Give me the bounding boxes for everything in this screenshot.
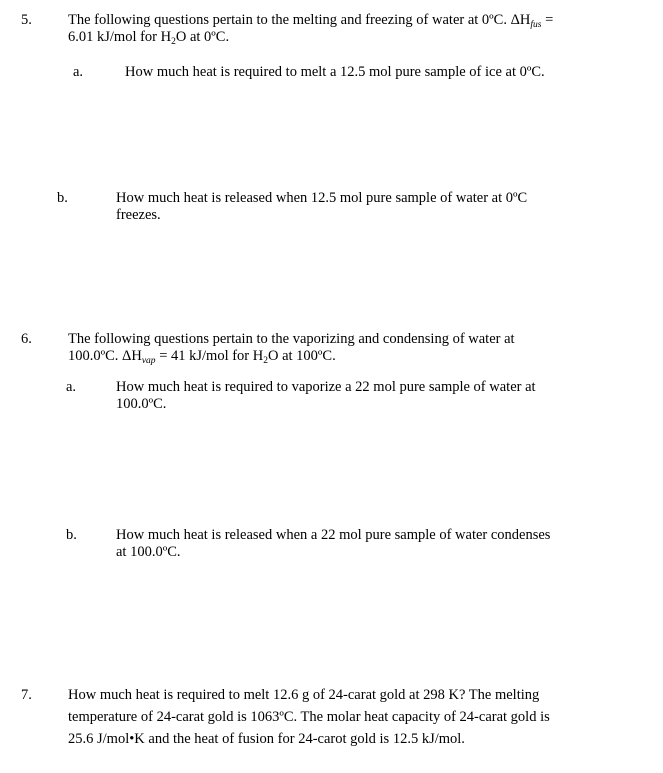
part-text: freezes. — [116, 207, 161, 223]
part-letter: b. — [66, 527, 77, 543]
part-text: How much heat is released when a 22 mol pure sample of water condenses — [116, 527, 551, 543]
question-number: 6. — [21, 331, 32, 347]
part-text: How much heat is required to vaporize a 22 mol pure sample of water at — [116, 379, 536, 395]
question-intro-line: The following questions pertain to the melting and freezing of water at 0ºC. $\Delta H_{fus}$ = — [68, 12, 554, 30]
question-intro-line: The following questions pertain to the vaporizing and condensing of water at — [68, 331, 515, 347]
part-text: at 100.0ºC. — [116, 544, 181, 560]
part-letter: a. — [73, 64, 84, 80]
question-intro-line: 6.01 kJ/mol for $H_2O$ at 0ºC. — [68, 29, 230, 47]
part-letter: a. — [66, 379, 77, 395]
question-text: How much heat is required to melt 12.6 g of 24-carat gold at 298 K? The melting — [68, 687, 540, 703]
part-text: How much heat is required to melt a 12.5 mol pure sample of ice at 0ºC. — [125, 64, 545, 80]
question-number: 7. — [21, 687, 32, 703]
question-text: temperature of 24-carat gold is 1063ºC. The molar heat capacity of 24-carat gold is — [68, 709, 550, 725]
part-text: How much heat is released when 12.5 mol pure sample of water at 0ºC — [116, 190, 528, 206]
question-intro-line: 100.0ºC. $\Delta H_{vap} = 41$ kJ/mol for $H_2O$ at 100ºC. — [68, 348, 336, 366]
part-text: 100.0ºC. — [116, 396, 167, 412]
question-text: 25.6 J/mol•K and the heat of fusion for 24-carot gold is 12.5 kJ/mol. — [68, 731, 465, 747]
part-letter: b. — [57, 190, 68, 206]
question-number: 5. — [21, 12, 32, 28]
